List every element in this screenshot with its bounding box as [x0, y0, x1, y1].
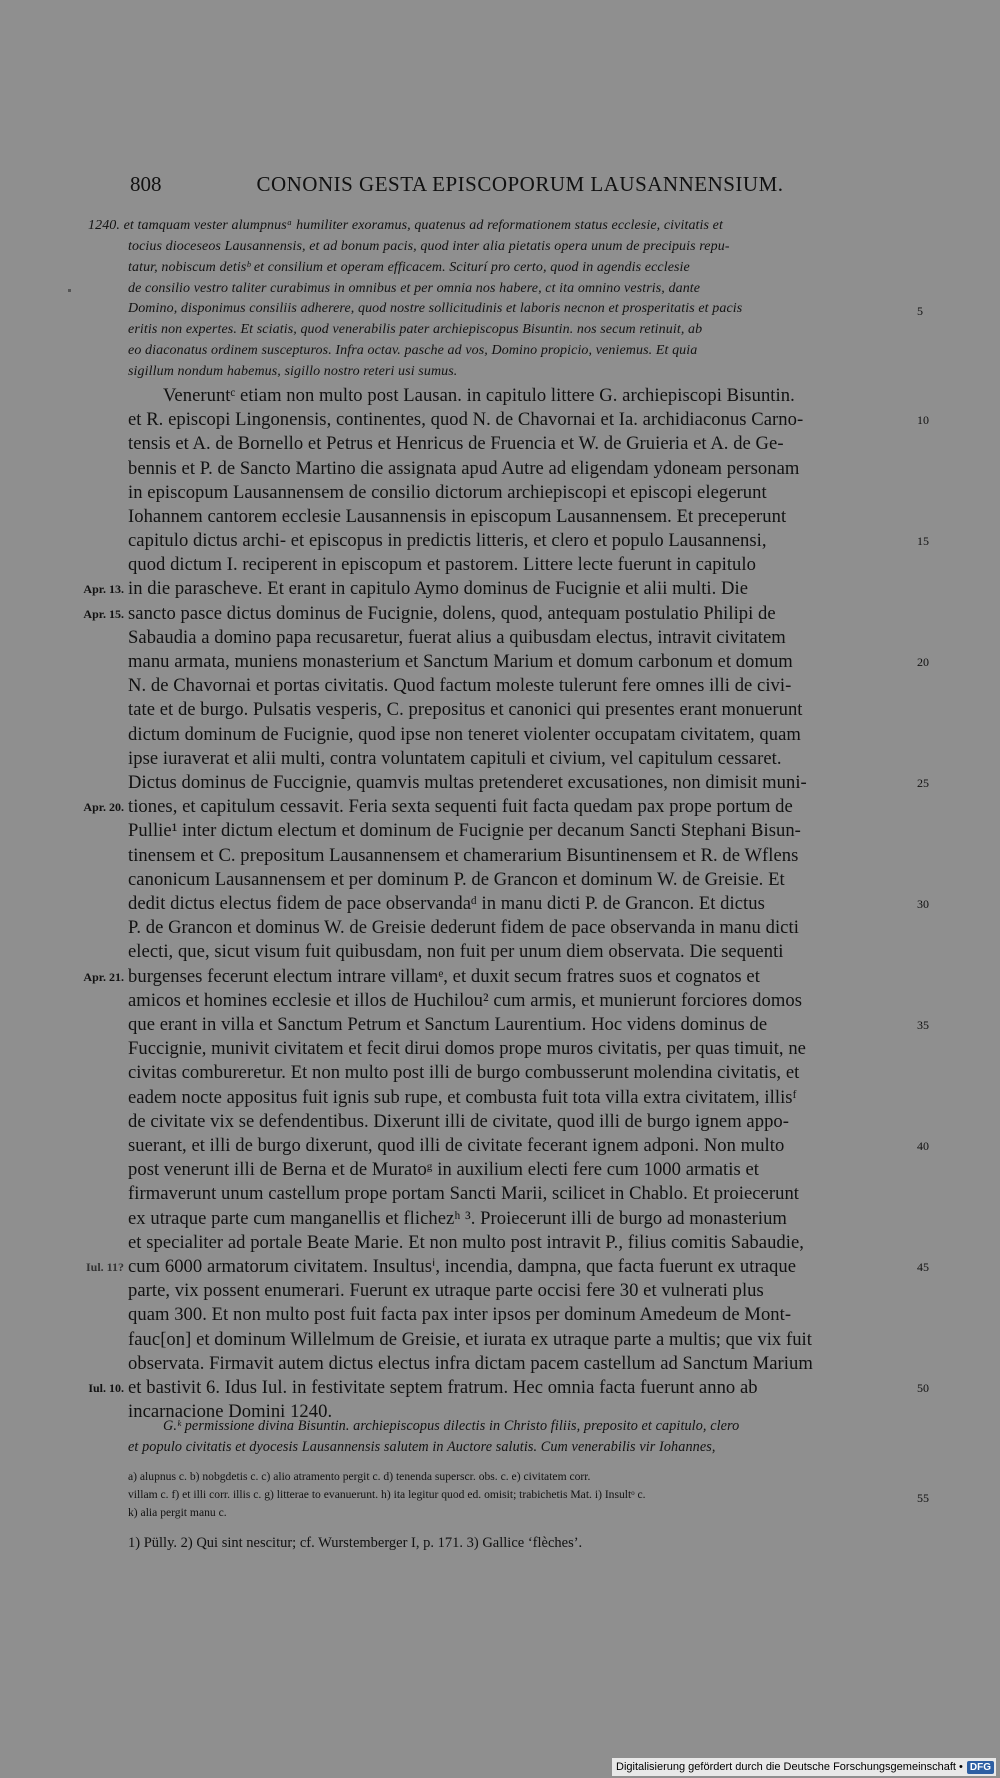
text-line: Iohannem cantorem ecclesie Lausannensis in episcopum Lausannensem. Et preceperunt [128, 506, 787, 527]
text-line: parte, vix possent enumerari. Fuerunt ex utraque parte occisi fere 30 et vulnerati plus [128, 1280, 764, 1301]
funding-footer [612, 1758, 996, 1776]
text-line: dedit dictus electus fidem de pace observandaᵈ in manu dicti P. de Grancon. Et dictus [128, 893, 765, 914]
letter-line: eo diaconatus ordinem suscepturos. Infra octav. pasche ad vos, Domino propicio, veniemus. Et quia [128, 343, 698, 358]
line-number: 45 [917, 1260, 929, 1274]
text-line: ipse iuraverat et alii multi, contra voluntatem capituli et civium, vel capitulum cessaret. [128, 748, 782, 769]
text-line: firmaverunt unum castellum prope portam Sancti Marii, scilicet in Chablo. Et proiecerunt [128, 1183, 800, 1204]
line-number: 30 [917, 897, 929, 911]
text-line: quod dictum I. reciperent in episcopum et pastorem. Littere lecte fuerunt in capitulo [128, 554, 756, 575]
text-line: que erant in villa et Sanctum Petrum et Sanctum Laurentium. Hoc videns dominus de [128, 1014, 768, 1035]
text-line: P. de Grancon et dominus W. de Greisie dederunt fidem de pace observanda in manu dicti [128, 917, 799, 938]
dfg-logo: DFG [967, 1761, 994, 1774]
page-header [130, 172, 910, 200]
text-line: in die parascheve. Et erant in capitulo Aymo dominus de Fucignie et alii multi. Die [128, 578, 749, 599]
line-number: 5 [917, 304, 923, 318]
text-line: Fuccignie, munivit civitatem et fecit dirui domos prope muros civitatis, per quas timuit, ne [128, 1038, 806, 1059]
margin-date: Iul. 10. [88, 1381, 124, 1395]
line-number: 50 [917, 1381, 929, 1395]
line-number: 40 [917, 1139, 929, 1153]
text-line: N. de Chavornai et portas civitatis. Quod factum moleste tulerunt fere omnes illi de civi- [128, 675, 792, 696]
text-line: dictum dominum de Fucignie, quod ipse non teneret violenter occupatam civitatem, quam [128, 724, 801, 745]
text-line: fauc[on] et dominum Willelmum de Greisie, et iurata ex utraque parte a multis; que vix fuit [128, 1329, 812, 1350]
scan-speck [68, 289, 71, 292]
text-line: et specialiter ad portale Beate Marie. Et non multo post intravit P., filius comitis Sabaudie, [128, 1232, 804, 1253]
text-line: burgenses fecerunt electum intrare villamᵉ, et duxit secum fratres suos et cognatos et [128, 966, 760, 987]
text-line: tensis et A. de Bornello et Petrus et Henricus de Fruencia et W. de Gruieria et A. de Ge- [128, 433, 784, 454]
funding-text: Digitalisierung gefördert durch die Deutsche Forschungsgemeinschaft • [616, 1761, 963, 1773]
text-line: civitas combureretur. Et non multo post illi de burgo combusserunt molendina civitatis, et [128, 1062, 800, 1083]
text-line: tate et de burgo. Pulsatis vesperis, C. prepositus et canonici qui presentes erant monuerunt [128, 699, 803, 720]
text-line: electi, que, sicut visum fuit quibusdam, non fuit per unum diem observata. Die sequenti [128, 941, 784, 962]
margin-date: Iul. 11? [85, 1260, 124, 1274]
page-number: 808 [130, 172, 162, 196]
letter-line: et populo civitatis et dyocesis Lausannensis salutem in Auctore salutis. Cum venerabilis vir Iohannes, [128, 1439, 716, 1455]
text-line: post venerunt illi de Berna et de Muratoᵍ in auxilium electi fere cum 1000 armatis et [128, 1159, 759, 1180]
text-line: Veneruntᶜ etiam non multo post Lausan. in capitulo littere G. archiepiscopi Bisuntin. [163, 385, 795, 406]
margin-date: Apr. 21. [83, 970, 124, 984]
letter-line: de consilio vestro taliter curabimus in omnibus et per omnia nos habere, ct ita omnino vestris, dante [128, 281, 701, 296]
text-line: cum 6000 armatorum civitatem. Insultusⁱ, incendia, dampna, que facta fuerunt ex utraque [128, 1256, 797, 1277]
letter-line: Domino, disponimus consiliis adherere, quod nostre sollicitudinis et laboris necnon et prosperitatis et pacis [128, 301, 743, 316]
text-line: et R. episcopi Lingonensis, continentes, quod N. de Chavornai et Ia. archidiaconus Carno- [128, 409, 804, 430]
text-line: Dictus dominus de Fuccignie, quamvis multas pretenderet excusationes, non dimisit muni- [128, 772, 807, 793]
line-number: 55 [917, 1491, 929, 1505]
text-line: tinensem et C. prepositum Lausannensem et chamerarium Bisuntinensem et R. de Wflens [128, 845, 799, 866]
text-line: ex utraque parte cum manganellis et flichezʰ ³. Proiecerunt illi de burgo ad monasterium [128, 1208, 787, 1229]
text-line: manu armata, muniens monasterium et Sanctum Marium et domum carbonum et domum [128, 651, 793, 672]
text-line: de civitate vix se defendentibus. Dixerunt illi de civitate, quod illi de burgo ignem appo- [128, 1111, 790, 1132]
text-line: eadem nocte appositus fuit ignis sub rupe, et combusta fuit tota villa extra civitatem, illisᶠ [128, 1087, 797, 1108]
text-line: capitulo dictus archi- et episcopus in predictis litteris, et clero et populo Lausannensi, [128, 530, 767, 551]
line-number: 20 [917, 655, 929, 669]
explanatory-notes: 1) Pülly. 2) Qui sint nescitur; cf. Wurstemberger I, p. 171. 3) Gallice ‘flèches’. [128, 1535, 583, 1551]
text-line: Sabaudia a domino papa recusaretur, fuerat alius a quibusdam electus, intravit civitatem [128, 627, 786, 648]
text-line: observata. Firmavit autem dictus electus infra dictam pacem castellum ad Sanctum Marium [128, 1353, 813, 1374]
apparatus-line: k) alia pergit manu c. [128, 1506, 227, 1519]
text-line: suerant, et illi de burgo dixerunt, quod illi de civitate fecerant ignem adponi. Non multo [128, 1135, 785, 1156]
text-line: in episcopum Lausannensem de consilio dictorum archiepiscopi et episcopi elegerunt [128, 482, 767, 503]
text-line: bennis et P. de Sancto Martino die assignata apud Autre ad eligendam ydoneam personam [128, 458, 800, 479]
letter-line: sigillum nondum habemus, sigillo nostro reteri usi sumus. [128, 364, 458, 379]
running-title: CONONIS GESTA EPISCOPORUM LAUSANNENSIUM. [256, 172, 784, 196]
margin-date: Apr. 15. [83, 607, 124, 621]
text-line: canonicum Lausannensem et per dominum P. de Grancon et dominum W. de Greisie. Et [128, 869, 785, 890]
line-number: 35 [917, 1018, 929, 1032]
line-number: 10 [917, 413, 929, 427]
letter-line: eritis non expertes. Et sciatis, quod venerabilis pater archiepiscopus Bisuntin. nos secum retinuit, ab [128, 322, 703, 337]
text-line: et bastivit 6. Idus Iul. in festivitate septem fratrum. Hec omnia facta fuerunt anno ab [128, 1377, 758, 1398]
text-line: tiones, et capitulum cessavit. Feria sexta sequenti fuit facta quedam pax prope portum de [128, 796, 793, 817]
text-line: incarnacione Domini 1240. [128, 1401, 333, 1422]
line-number: 15 [917, 534, 929, 548]
apparatus-line: villam c. f) et illi corr. illis c. g) litterae to evanuerunt. h) ita legitur quod ed. omisit; trabichetis Mat. i) Insultᵒ c. [128, 1488, 646, 1501]
margin-date: Apr. 20. [83, 800, 124, 814]
letter-line: 1240. et tamquam vester alumpnusᵃ humiliter exoramus, quatenus ad reformationem status ecclesie, civitatis et [88, 218, 723, 233]
margin-date: Apr. 13. [83, 582, 124, 596]
text-line: Pullie¹ inter dictum electum et dominum de Fucignie per decanum Sancti Stephani Bisun- [128, 820, 801, 841]
letter-line: tatur, nobiscum detisᵇ et consilium et operam efficacem. Sciturí pro certo, quod in agendis ecclesie [128, 260, 690, 275]
apparatus-line: a) alupnus c. b) nobgdetis c. c) alio atramento pergit c. d) tenenda superscr. obs. c. e) civitatem corr. [128, 1470, 591, 1483]
text-line: amicos et homines ecclesie et illos de Huchilou² cum armis, et munierunt forciores domos [128, 990, 803, 1011]
text-line: quam 300. Et non multo post fuit facta pax inter ipsos per dominum Amedeum de Mont- [128, 1304, 792, 1325]
letter-line: G.ᵏ permissione divina Bisuntin. archiepiscopus dilectis in Christo filiis, preposito et capitulo, clero [163, 1418, 740, 1434]
text-line: sancto pasce dictus dominus de Fucignie, dolens, quod, antequam postulatio Philipi de [128, 603, 776, 624]
letter-line: tocius dioceseos Lausannensis, et ad bonum pacis, quod inter alia pietatis opera unum de precipuis repu- [128, 239, 730, 254]
line-number: 25 [917, 776, 929, 790]
